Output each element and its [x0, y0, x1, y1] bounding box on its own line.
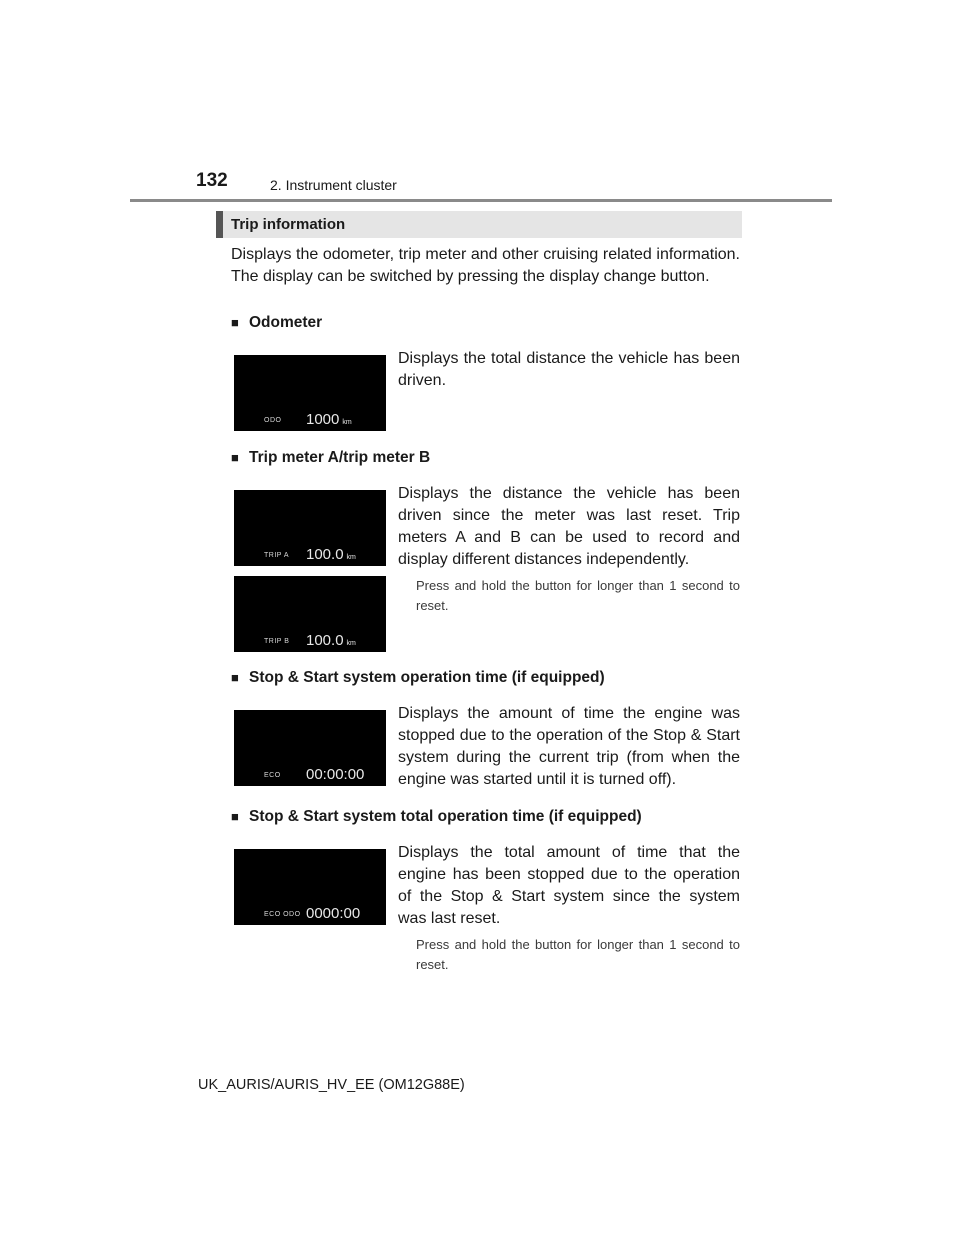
stop-start-time-display [234, 710, 386, 786]
display-label: ECO [264, 772, 281, 779]
display-value: 00:00:00 [306, 766, 365, 783]
trip-meter-heading-text: Trip meter A/trip meter B [249, 449, 431, 466]
square-bullet-icon: ■ [231, 670, 239, 685]
stop-start-time-heading-text: Stop & Start system operation time (if equipped) [249, 669, 605, 686]
display-label: ECO ODO [264, 911, 301, 918]
display-label: TRIP A [264, 552, 290, 559]
trip-meter-heading [231, 449, 430, 467]
display-value: 0000:00 [306, 905, 361, 922]
stop-start-total-heading [231, 808, 642, 826]
display-value: 100.0 km [306, 632, 356, 649]
stop-start-total-description: Displays the total amount of time that the engine has been stopped due to the operation of the Stop & Start system since the system was last reset. [398, 844, 740, 927]
odometer-display [234, 355, 386, 431]
display-value: 1000 km [306, 411, 352, 428]
section-title: Trip information [216, 211, 742, 238]
stop-start-total-display [234, 849, 386, 925]
intro-paragraph: Displays the odometer, trip meter and other cruising related information. The display can be switched by pressing the display change button. [231, 246, 740, 285]
trip-b-display [234, 576, 386, 652]
stop-start-total-note: Press and hold the button for longer than 1 second to reset. [416, 937, 740, 972]
stop-start-time-description: Displays the amount of time the engine was stopped due to the operation of the Stop & Start system during the current trip (from when the engine was started until it is turned off). [398, 705, 740, 788]
section-header: 2. Instrument cluster [270, 177, 397, 193]
display-value: 100.0 km [306, 546, 356, 563]
trip-meter-description: Displays the distance the vehicle has been driven since the meter was last reset. Trip meters A and B can be used to record and display different distances independently. [398, 485, 740, 568]
stop-start-time-heading [231, 669, 605, 687]
stop-start-total-heading-text: Stop & Start system total operation time (if equipped) [249, 808, 642, 825]
square-bullet-icon: ■ [231, 809, 239, 824]
trip-a-display [234, 490, 386, 566]
display-label: TRIP B [264, 638, 290, 645]
trip-meter-note: Press and hold the button for longer than 1 second to reset. [416, 578, 740, 613]
odometer-heading [231, 314, 322, 332]
page-number: 132 [196, 170, 228, 191]
square-bullet-icon: ■ [231, 450, 239, 465]
footer-model-code: UK_AURIS/AURIS_HV_EE (OM12G88E) [198, 1077, 465, 1093]
odometer-description: Displays the total distance the vehicle has been driven. [398, 350, 740, 389]
square-bullet-icon: ■ [231, 315, 239, 330]
odometer-heading-text: Odometer [249, 314, 323, 331]
header-rule [130, 199, 832, 202]
display-label: ODO [264, 417, 282, 424]
